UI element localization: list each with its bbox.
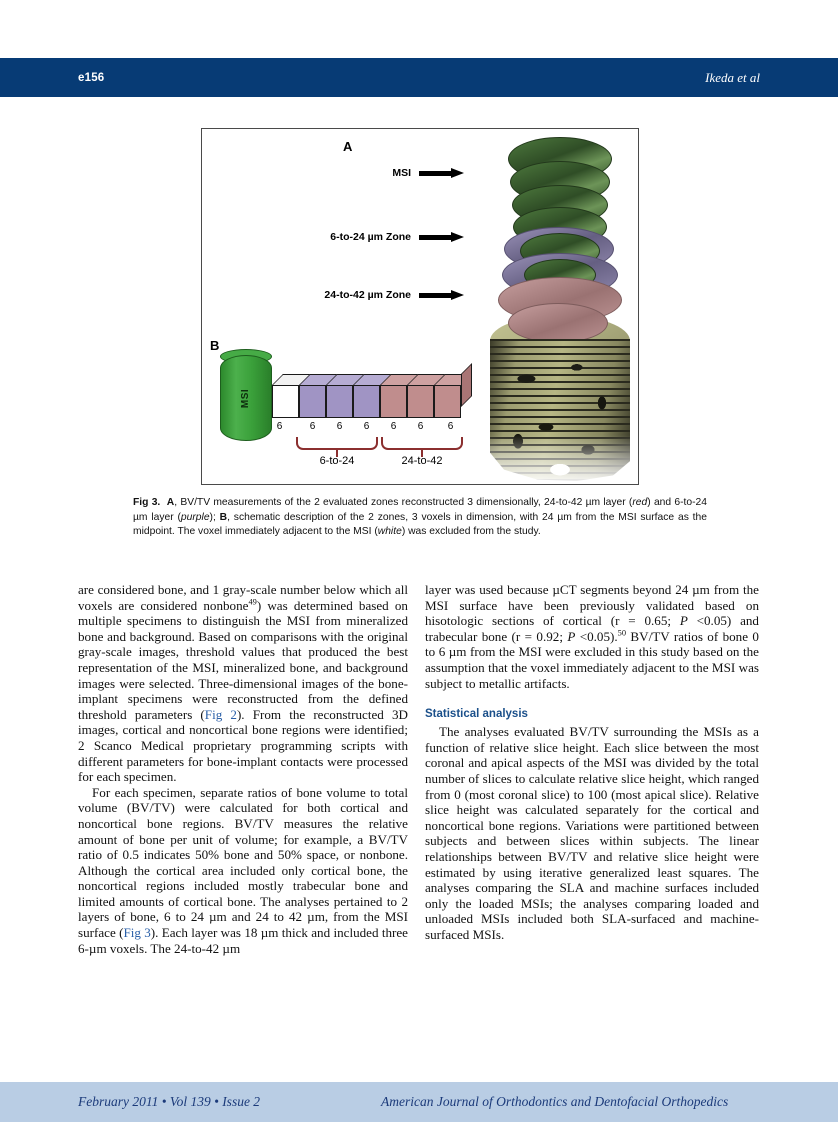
caption-text-3: ); — [209, 511, 220, 523]
caption-italic-purple: purple — [180, 511, 210, 523]
page-footer-bar — [0, 1082, 838, 1122]
caption-text-5: ) was excluded from the study. — [401, 526, 541, 538]
voxel-24-to-42-2 — [407, 385, 434, 418]
panel-b-schematic — [208, 331, 460, 479]
caption-italic-red: red — [632, 497, 648, 508]
voxel-dimension-6: 6 — [447, 421, 454, 432]
caption-text-1: , BV/TV measurements of the 2 evaluated zones reconstructed 3 dimensionally, 24-to-42 µm layer ( — [174, 497, 633, 508]
body-column-left — [78, 582, 408, 956]
figure-3-caption — [133, 496, 707, 540]
voxel-dimension-5: 6 — [417, 421, 424, 432]
right-arrow-icon — [419, 232, 465, 243]
voxel-dimension-4: 6 — [390, 421, 397, 432]
section-heading-statistical-analysis: Statistical analysis — [425, 708, 528, 721]
paragraph-validation — [425, 582, 759, 691]
header-page-number: e156 — [78, 71, 105, 84]
para-r1-italic-p1: P — [679, 613, 688, 629]
caption-text-2: ) and 6-to-24 µm layer ( — [133, 497, 707, 523]
paragraph-threshold — [78, 582, 408, 785]
voxel-excluded — [272, 385, 299, 418]
voxel-dimension-1: 6 — [309, 421, 316, 432]
annotation-zone-6-24-label: 6-to-24 µm Zone — [330, 231, 411, 243]
paragraph-bvtv — [78, 785, 408, 957]
para-r1-italic-p2: P — [567, 628, 576, 644]
reference-49: 49 — [248, 597, 257, 607]
voxel-dimension-2: 6 — [336, 421, 343, 432]
para-r1-a: layer was used because µCT segments beyond 24 µm from the MSI surface have been previously validated based on hisotologic sections of cortical (r = 0.65; — [425, 582, 759, 629]
para-l1-c: ). From the reconstructed 3D images, cortical and noncortical bone regions were identified; 2 Scanco Medical proprietary programming scripts with different parameters for bone-implant contacts were processed for each specimen. — [78, 706, 408, 785]
para-r1-d: BV/TV ratios of bone 0 to 6 µm from the MSI were excluded in this study based on the assumption that the voxel immediately adjacent to the MSI was subject to metallic artifacts. — [425, 628, 759, 691]
page-header-bar — [0, 58, 838, 97]
para-l1-b: ) was determined based on multiple specimens to distinguish the MSI from mineralized bone and background. Based on comparisons with the original gray-scale images, threshold values that produced the best representation of the MSI, mineralized bone, and background images were selected. Three-dimensional images of the bone-implant specimens were reconstructed from the defined threshold parameters ( — [78, 597, 408, 722]
panel-a-label: A — [343, 139, 353, 154]
header-author-line: Ikeda et al — [705, 69, 760, 85]
figure-3-image — [201, 128, 639, 485]
brace-6-to-24-label: 6-to-24 — [319, 455, 355, 467]
voxel-dimension-3: 6 — [363, 421, 370, 432]
link-fig-3[interactable]: Fig 3 — [123, 925, 151, 941]
footer-journal-name: American Journal of Orthodontics and Dentofacial Orthopedics — [381, 1094, 729, 1109]
caption-text-4: , schematic description of the 2 zones, 3 voxels in dimension, with 24 µm from the MSI surface as the midpoint. The voxel immediately adjacent to the MSI ( — [133, 511, 707, 538]
right-arrow-icon — [419, 168, 465, 179]
annotation-zone-24-42 — [267, 287, 465, 303]
caption-panel-a-tag: A — [166, 497, 175, 508]
voxel-6-to-24-3 — [353, 385, 380, 418]
para-l1-a: are considered bone, and 1 gray-scale number below which all voxels are considered nonbone — [78, 582, 408, 613]
reference-50: 50 — [617, 628, 627, 638]
voxel-24-to-42-3 — [434, 385, 461, 418]
annotation-msi — [267, 165, 465, 181]
annotation-zone-6-24 — [267, 229, 465, 245]
msi-cylinder-label: MSI — [240, 388, 252, 408]
annotation-zone-24-42-label: 24-to-42 µm Zone — [324, 289, 411, 301]
caption-italic-white: white — [377, 526, 402, 538]
brace-24-to-42-label: 24-to-42 — [401, 455, 443, 467]
voxel-6-to-24-2 — [326, 385, 353, 418]
right-arrow-icon — [419, 290, 465, 301]
para-r1-b: <0.05) and trabecular bone (r = 0.92; — [425, 613, 759, 644]
para-l2-a: For each specimen, separate ratios of bone volume to total volume (BV/TV) were calculated for both cortical and noncortical bone regions. BV/TV measures the relative amount of bone per unit of volume; for example, a BV/TV ratio of 0.5 indicates 50% bone and 50% space, or nonbone. Although the cortical area included only cortical bone, the noncortical regions included mostly trabecular bone and limited amounts of cortical bone. The analyses pertained to 2 layers of bone, 6 to 24 µm and 24 to 42 µm, from the MSI surface ( — [78, 784, 408, 941]
voxel-24-to-42-1 — [380, 385, 407, 418]
caption-panel-b-tag: B — [219, 511, 228, 523]
voxel-6-to-24-1 — [299, 385, 326, 418]
body-column-right — [425, 582, 759, 942]
annotation-msi-label: MSI — [392, 167, 411, 179]
para-r1-c: <0.05). — [575, 628, 618, 644]
paragraph-statistical-analysis: The analyses evaluated BV/TV surrounding the MSIs as a function of relative slice height. Each slice between the most coronal and apical aspects of the MSI was divided by the total number of slices to calculate relative slice height, which ranged from 0 (most coronal slice) to 100 (most apical slice). Relative slice height was calculated separately for the cortical and noncortical bone regions. Variations were partitioned between subjects and between slices within subjects. The linear relationships between BV/TV and relative slice height were estimated by using iterative generalized least squares. The analyses comparing the SLA and machine surfaces included only the loaded MSIs; the analyses comparing loaded and unloaded MSIs included both SLA-surfaced and machine-surfaced MSIs. — [425, 724, 759, 942]
voxel-dimension-0: 6 — [276, 421, 283, 432]
footer-issue-info: February 2011 • Vol 139 • Issue 2 — [78, 1094, 261, 1109]
micro-ct-3d-reconstruction — [482, 135, 634, 483]
link-fig-2[interactable]: Fig 2 — [204, 706, 237, 722]
para-l2-b: ). Each layer was 18 µm thick and included three 6-µm voxels. The 24-to-42 µm — [78, 925, 408, 956]
panel-b-label: B — [210, 338, 220, 353]
caption-figure-label: Fig 3. — [133, 497, 161, 508]
